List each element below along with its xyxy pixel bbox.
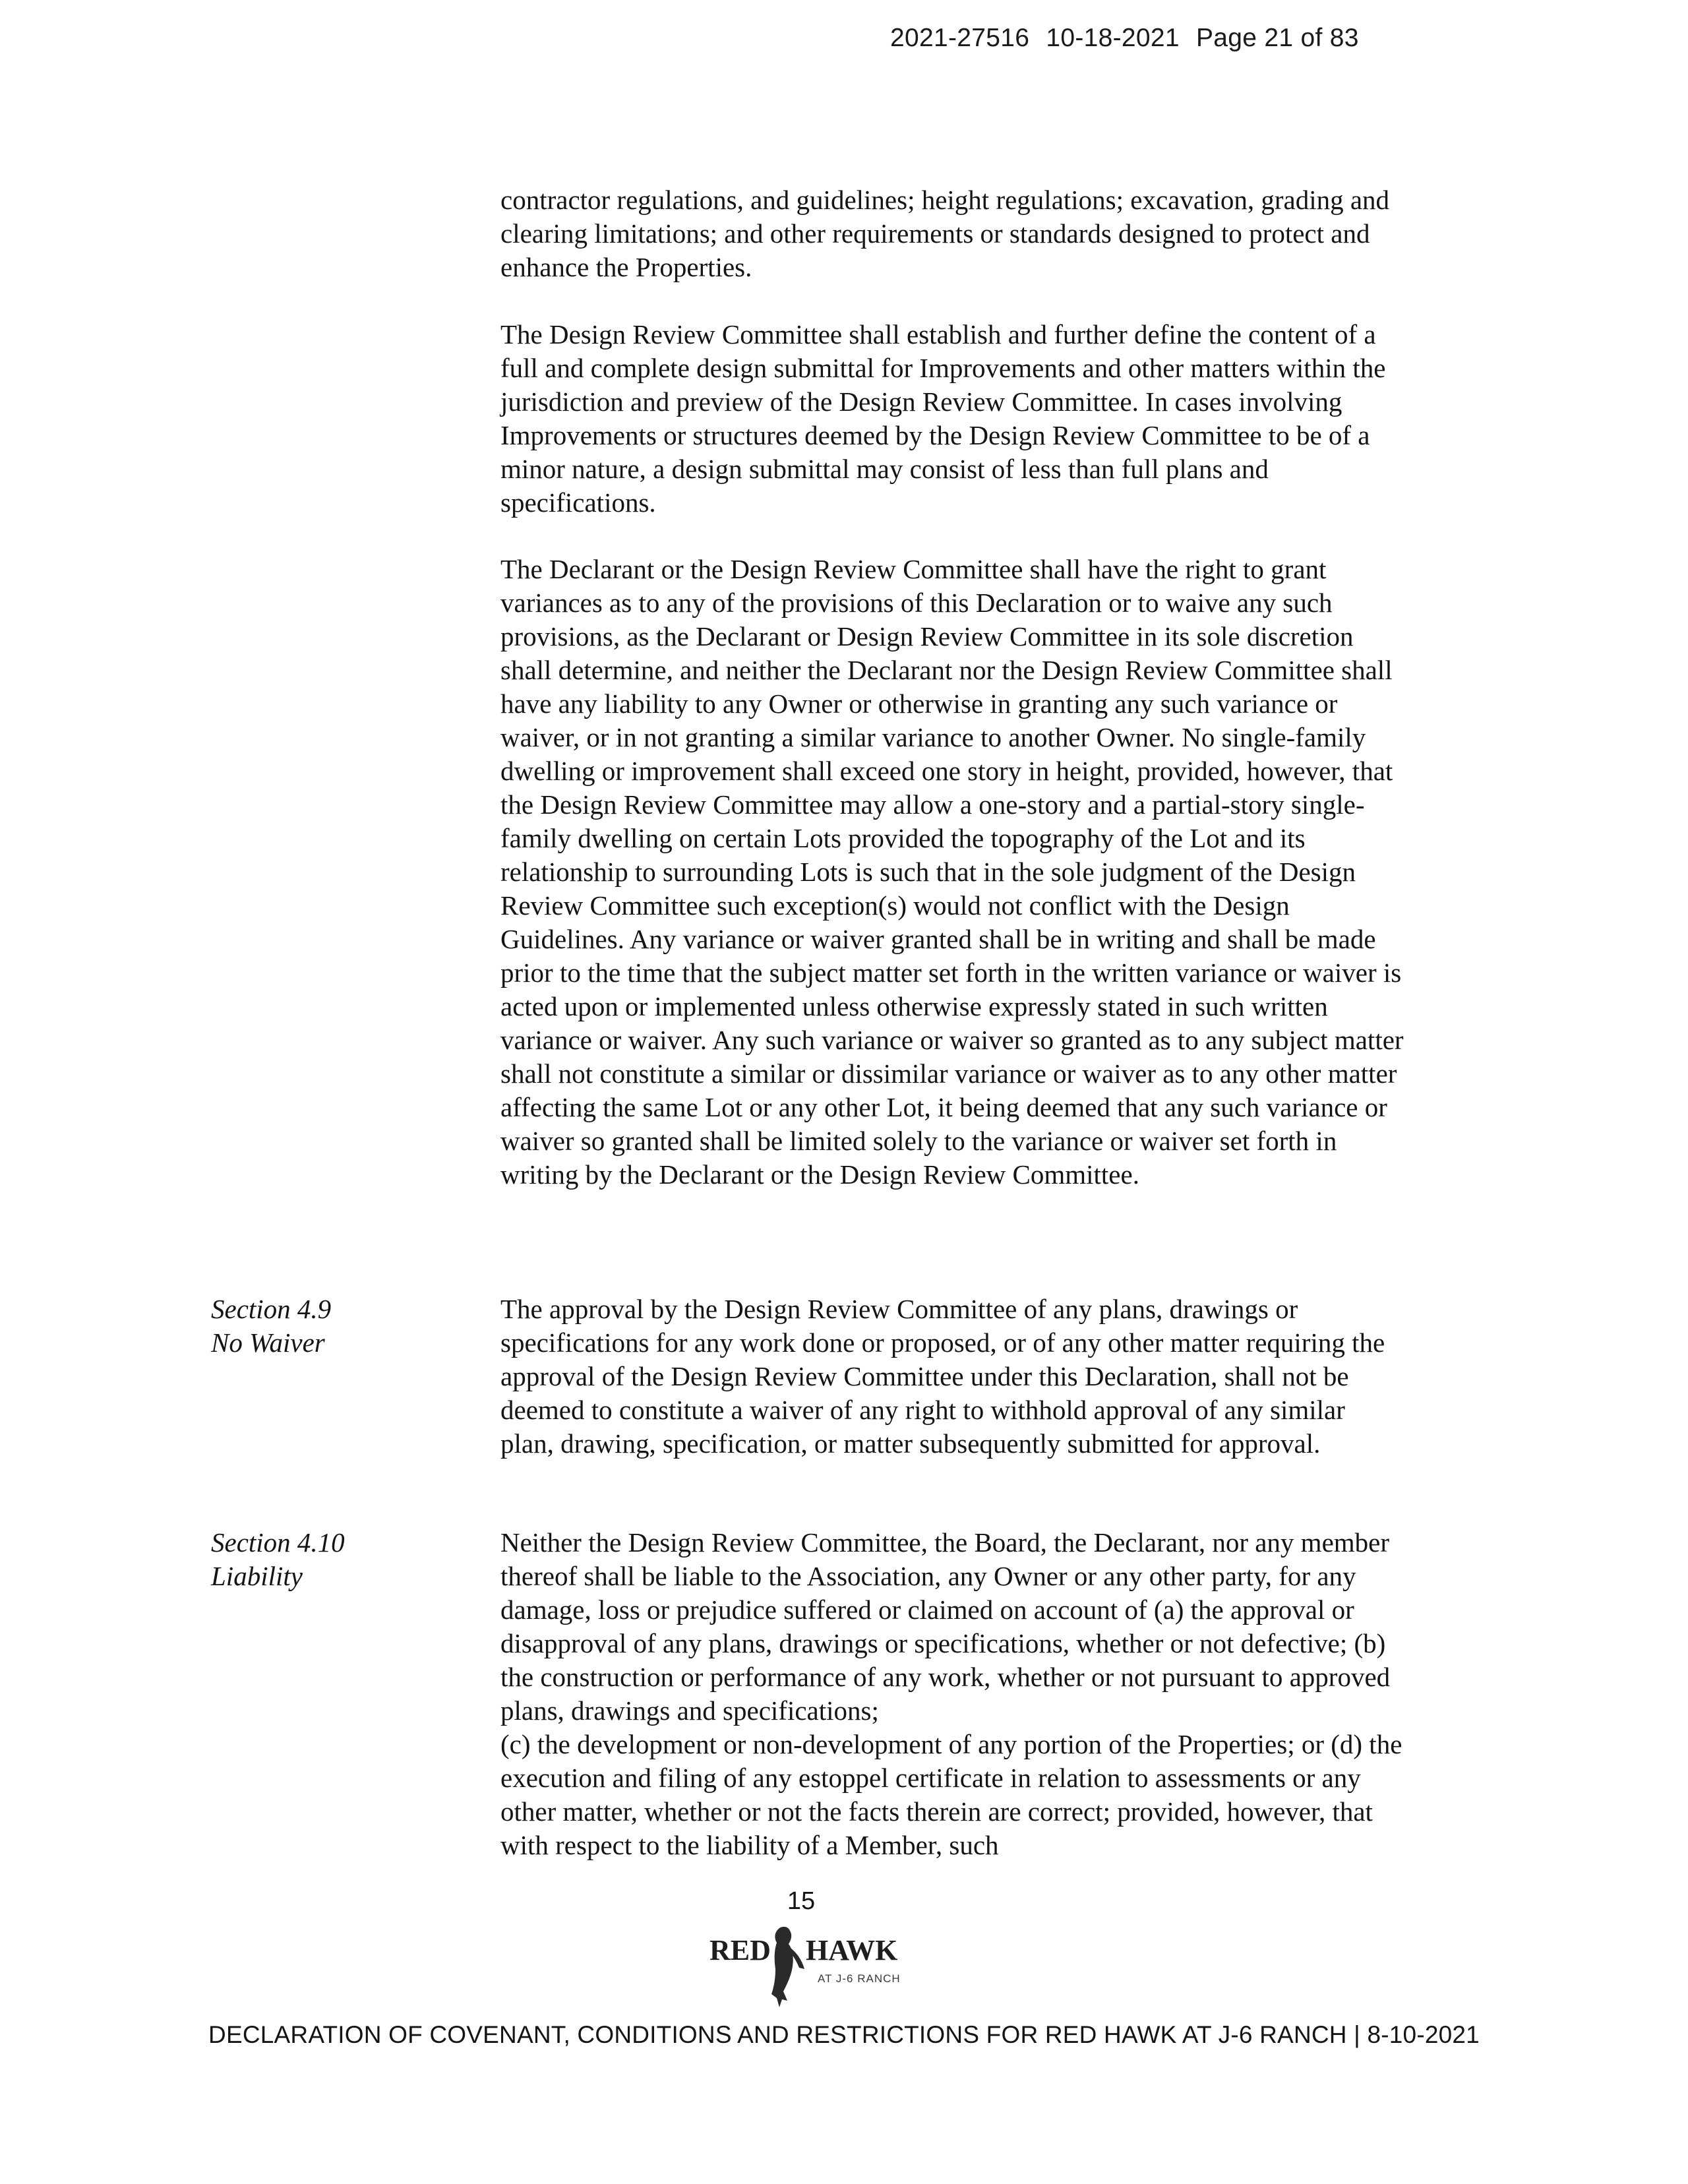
section-4-10-label (211, 1526, 475, 1593)
section-title: No Waiver (211, 1327, 325, 1358)
section-number: Section 4.10 (211, 1527, 345, 1558)
page-info: Page 21 of 83 (1195, 24, 1359, 52)
red-hawk-logo (706, 1920, 903, 2019)
recording-date: 10-18-2021 (1046, 24, 1180, 52)
logo-word-right: HAWK (806, 1934, 898, 1966)
section-text-part-1: Neither the Design Review Committee, the Board, the Declarant, nor any member thereof shall be liable to the Association, any Owner or any other party, for any damage, loss or prejudice suffered or claimed on account of (a) the approval or disapproval of any plans, drawings or specifications, whether or not defective; (b) the construction or performance of any work, whether or not pursuant to approved plans, drawings and specifications; (500, 1527, 1391, 1726)
section-title: Liability (211, 1561, 303, 1591)
section-4-10-body (500, 1526, 1404, 1862)
page-number: 15 (787, 1887, 816, 1915)
document-footer: DECLARATION OF COVENANT, CONDITIONS AND RESTRICTIONS FOR RED HAWK AT J-6 RANCH | 8-10-2021 (208, 2021, 1480, 2048)
paragraph-text: contractor regulations, and guidelines; height regulations; excavation, grading and clearing limitations; and other requirements or standards designed to protect and enhance the Properties. (500, 185, 1390, 282)
section-number: Section 4.9 (211, 1294, 332, 1324)
paragraph-variances (500, 553, 1404, 1192)
document-number: 2021-27516 (890, 24, 1030, 52)
section-4-9-body (500, 1292, 1404, 1461)
section-4-9-label (211, 1292, 475, 1360)
logo-word-left: RED (709, 1934, 771, 1966)
recording-stamp (890, 24, 1391, 53)
paragraph-text: The Declarant or the Design Review Committee shall have the right to grant variances as to any of the provisions of this Declaration or to waive any such provisions, as the Declarant or Design Review Committee in its sole discretion shall determine, and neither the Declarant nor the Design Review Committee shall have any liability to any Owner or otherwise in granting any such variance or waiver, or in not granting a similar variance to another Owner. No single-family dwelling or improvement shall exceed one story in height, provided, however, that the Design Review Committee may allow a one-story and a partial-story single-family dwelling on certain Lots provided the topography of the Lot and its relationship to surrounding Lots is such that in the sole judgment of the Design Review Committee such exception(s) would not conflict with the Design Guidelines. Any variance or waiver granted shall be in writing and shall be made prior to the time that the subject matter set forth in the written variance or waiver is acted upon or implemented unless otherwise expressly stated in such written variance or waiver. Any such variance or waiver so granted as to any subject matter shall not constitute a similar or dissimilar variance or waiver as to any other matter affecting the same Lot or any other Lot, it being deemed that any such variance or waiver so granted shall be limited solely to the variance or waiver set forth in writing by the Declarant or the Design Review Committee. (500, 554, 1404, 1190)
paragraph-text: The Design Review Committee shall establish and further define the content of a full and complete design submittal for Improvements and other matters within the jurisdiction and preview of the Design Review Committee. In cases involving Improvements or structures deemed by the Design Review Committee to be of a minor nature, a design submittal may consist of less than full plans and specifications. (500, 319, 1386, 518)
section-text-part-2: (c) the development or non-development of any portion of the Properties; or (d) the execution and filing of any estoppel certificate in relation to assessments or any other matter, whether or not the facts therein are correct; provided, however, that with respect to the liability of a Member, such (500, 1729, 1402, 1860)
paragraph-continuation (500, 183, 1404, 284)
section-text: The approval by the Design Review Committee of any plans, drawings or specifications for any work done or proposed, or of any other matter requiring the approval of the Design Review Committee under this Declaration, shall not be deemed to constitute a waiver of any right to withhold approval of any similar plan, drawing, specification, or matter subsequently submitted for approval. (500, 1294, 1385, 1459)
logo-subtitle: AT J-6 RANCH (818, 1972, 901, 1985)
hawk-icon (771, 1927, 804, 2007)
paragraph-design-submittal (500, 318, 1404, 520)
